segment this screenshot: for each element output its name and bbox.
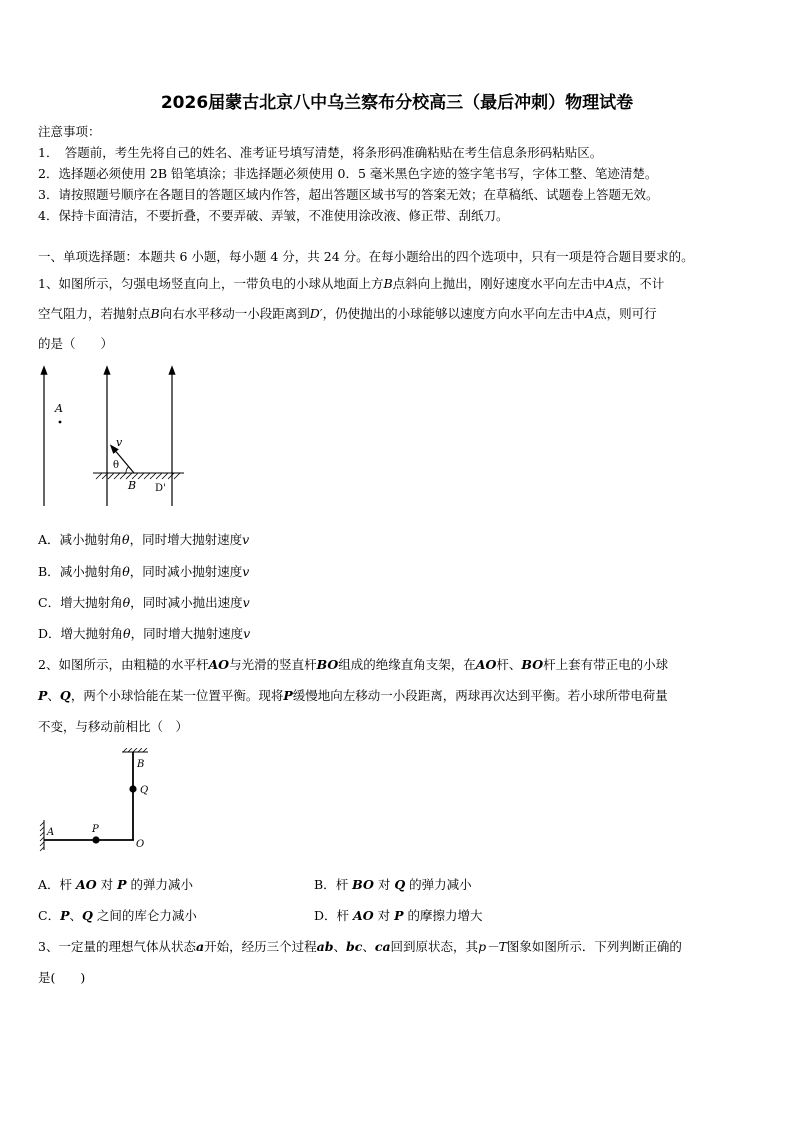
q3-line-2: 是( ) [38, 970, 86, 985]
point-a [59, 421, 62, 424]
label-a: A [55, 402, 63, 415]
q1-option-c[interactable]: C．增大抛射角θ，同时减小抛出速度v [38, 595, 250, 610]
label-d-prime: D' [155, 483, 166, 494]
label-q: Q [140, 785, 149, 796]
section-heading: 一、单项选择题：本题共 6 小题，每小题 4 分，共 24 分。在每小题给出的四个选项中，只有一项是符合题目要求的。 [38, 249, 694, 264]
notice-item-2: 2．选择题必须使用 2B 铅笔填涂；非选择题必须使用 0．5 毫米黑色字迹的签字笔书写，字体工整、笔迹清楚。 [38, 166, 658, 181]
q1-option-a[interactable]: A．减小抛射角θ，同时增大抛射速度v [38, 532, 250, 547]
notice-item-3: 3．请按照题号顺序在各题目的答题区域内作答，超出答题区域书写的答案无效；在草稿纸、试题卷上答题无效。 [38, 187, 659, 202]
label-a: A [47, 827, 55, 838]
q2-option-a[interactable]: A．杆 AO 对 P 的弹力减小 [38, 877, 193, 892]
q1-line-1: 1、如图所示，匀强电场竖直向上，一带负电的小球从地面上方B点斜向上抛出，刚好速度水平向左击中A点，不计 [38, 276, 665, 291]
q2-option-b[interactable]: B．杆 BO 对 Q 的弹力减小 [314, 877, 472, 892]
notice-item-4: 4．保持卡面清洁，不要折叠，不要弄破、弄皱，不准使用涂改液、修正带、刮纸刀。 [38, 208, 509, 223]
ball-p [92, 836, 99, 843]
q2-line-2: P、Q，两个小球恰能在某一位置平衡。现将P缓慢地向左移动一小段距离，两球再次达到平衡。若小球所带电荷量 [38, 688, 668, 703]
page-title: 2026届蒙古北京八中乌兰察布分校高三（最后冲刺）物理试卷 [160, 93, 634, 113]
q2-figure [36, 748, 166, 860]
q1-line-2: 空气阻力，若抛射点B向右水平移动一小段距离到D′，仍使抛出的小球能够以速度方向水平向左击中A点，则可行 [38, 306, 657, 321]
q2-line-3: 不变，与移动前相比（ ） [38, 719, 189, 734]
wall-hatch [40, 822, 44, 851]
notice-heading: 注意事项： [38, 124, 101, 139]
notice-item-1: 1． 答题前，考生先将自己的姓名、准考证号填写清楚，将条形码准确粘贴在考生信息条形码粘贴区。 [38, 145, 603, 160]
q1-line-3: 的是（ ） [38, 336, 114, 351]
q1-option-d[interactable]: D．增大抛射角θ，同时增大抛射速度v [38, 626, 251, 641]
ground-hatch [96, 473, 180, 479]
label-b: B [137, 759, 145, 770]
ball-q [129, 785, 136, 792]
q2-option-d[interactable]: D．杆 AO 对 P 的摩擦力增大 [314, 908, 483, 923]
label-b: B [128, 479, 137, 492]
angle-arc [126, 467, 129, 473]
q1-figure [30, 362, 200, 512]
label-o: O [136, 839, 145, 850]
q1-option-b[interactable]: B．减小抛射角θ，同时减小抛射速度v [38, 564, 250, 579]
q2-line-1: 2、如图所示，由粗糙的水平杆AO与光滑的竖直杆BO组成的绝缘直角支架，在AO杆、BO杆上套有带正电的小球 [38, 657, 669, 672]
q3-line-1: 3、一定量的理想气体从状态a开始，经历三个过程ab、bc、ca回到原状态，其p－T图象如图所示．下列判断正确的 [38, 939, 682, 954]
ceiling-hatch [123, 748, 147, 752]
q2-option-c[interactable]: C．P、Q 之间的库仑力减小 [38, 908, 197, 923]
label-p: P [92, 824, 99, 835]
label-theta: θ [113, 460, 120, 471]
label-v: v [116, 436, 123, 449]
